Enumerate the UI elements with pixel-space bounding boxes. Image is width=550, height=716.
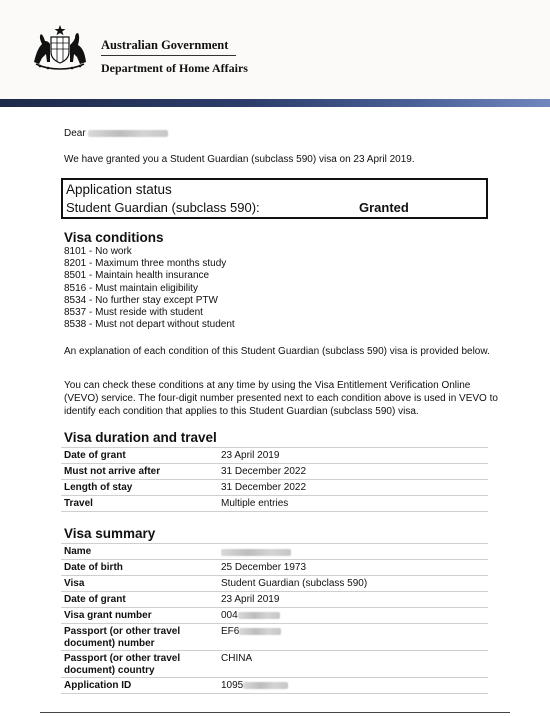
row-value <box>221 626 281 637</box>
conditions-title: Visa conditions <box>64 230 164 245</box>
row-label: Length of stay <box>64 482 133 493</box>
table-row <box>61 607 488 623</box>
table-row <box>61 650 488 677</box>
table-row <box>61 447 488 463</box>
conditions-explanation: An explanation of each condition of this Student Guardian (subclass 590) visa is provided below. <box>64 346 490 357</box>
department-name: Department of Home Affairs <box>101 61 248 75</box>
table-row <box>61 463 488 479</box>
row-label: Travel <box>64 498 93 509</box>
table-row <box>61 543 488 559</box>
header-band <box>0 99 550 107</box>
header-divider <box>101 55 236 56</box>
vevo-note: You can check these conditions at any time by using the Visa Entitlement Verification Online (VEVO) service. The four-digit number presented next to each condition above is used in VEVO to identify each condition that applies to this Student Guardian (subclass 590) visa. <box>64 380 498 417</box>
row-value: Student Guardian (subclass 590) <box>221 578 368 589</box>
row-value-text: 004 <box>221 610 238 621</box>
condition-item: 8501 - Maintain health insurance <box>64 270 210 282</box>
duration-table <box>61 447 488 512</box>
summary-title: Visa summary <box>64 526 156 541</box>
row-value: 25 December 1973 <box>221 562 307 573</box>
row-value: 31 December 2022 <box>221 466 307 477</box>
redacted-name <box>88 130 168 137</box>
coat-of-arms-icon <box>30 24 90 70</box>
table-row <box>61 479 488 495</box>
conditions-list <box>64 246 235 331</box>
row-value-text: 1095 <box>221 680 244 691</box>
row-label: Must not arrive after <box>64 466 161 477</box>
row-label: Date of grant <box>64 594 126 605</box>
condition-item: 8534 - No further stay except PTW <box>64 294 218 306</box>
redacted-value <box>238 612 280 619</box>
row-value: 31 December 2022 <box>221 482 307 493</box>
footer-divider <box>40 712 510 713</box>
status-value: Granted <box>359 200 409 215</box>
summary-table <box>61 543 488 694</box>
row-value: Multiple entries <box>221 498 289 509</box>
row-label: Visa grant number <box>64 610 152 621</box>
row-value: 23 April 2019 <box>221 450 280 461</box>
row-value <box>221 680 288 691</box>
status-visa-label: Student Guardian (subclass 590): <box>66 200 260 215</box>
table-row <box>61 677 488 694</box>
grant-intro: We have granted you a Student Guardian (subclass 590) visa on 23 April 2019. <box>64 154 415 165</box>
redacted-value <box>239 628 281 635</box>
government-name: Australian Government <box>101 38 229 52</box>
row-value-text: EF6 <box>221 626 240 637</box>
letterhead <box>0 0 550 99</box>
table-row <box>61 575 488 591</box>
row-label: Name <box>64 546 92 557</box>
row-value: CHINA <box>221 653 253 664</box>
redacted-value <box>243 682 288 689</box>
row-label: Application ID <box>64 680 132 691</box>
application-status-box <box>61 178 488 219</box>
row-label: Date of grant <box>64 450 126 461</box>
condition-item: 8201 - Maximum three months study <box>64 258 227 270</box>
condition-item: 8516 - Must maintain eligibility <box>64 282 198 294</box>
row-label: Passport (or other travel document) number <box>64 626 181 649</box>
table-row <box>61 559 488 575</box>
row-value <box>221 610 280 621</box>
table-row <box>61 623 488 650</box>
row-value <box>221 547 291 558</box>
row-label: Passport (or other travel document) country <box>64 653 181 676</box>
status-title: Application status <box>66 182 172 197</box>
row-value: 23 April 2019 <box>221 594 280 605</box>
table-row <box>61 591 488 607</box>
salutation <box>64 128 168 139</box>
table-row <box>61 495 488 512</box>
row-label: Visa <box>64 578 85 589</box>
condition-item: 8537 - Must reside with student <box>64 307 203 319</box>
condition-item: 8538 - Must not depart without student <box>64 319 235 331</box>
condition-item: 8101 - No work <box>64 246 132 257</box>
salutation-text: Dear <box>64 128 86 139</box>
duration-title: Visa duration and travel <box>64 430 217 445</box>
row-label: Date of birth <box>64 562 123 573</box>
redacted-name <box>221 549 291 556</box>
